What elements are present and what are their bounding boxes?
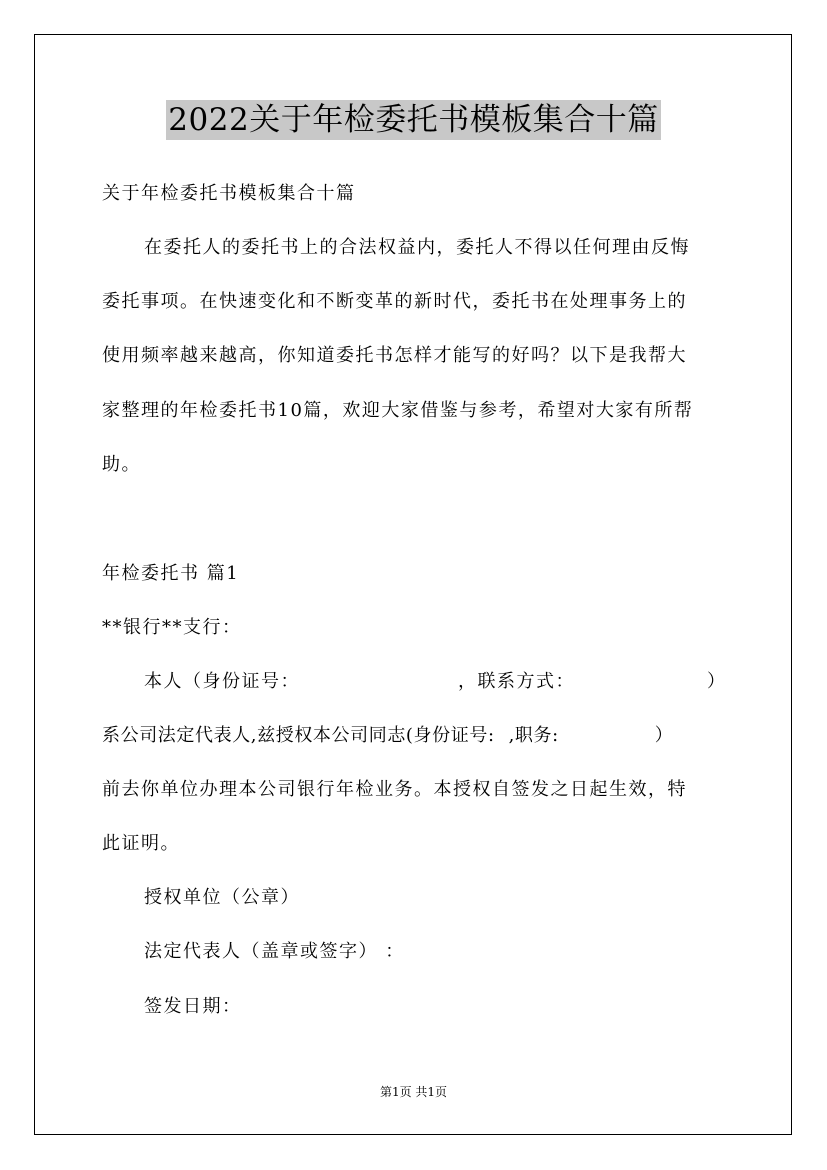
document-subtitle: 关于年检委托书模板集合十篇 (102, 183, 356, 204)
title-container (0, 100, 827, 140)
body-line-2-auth-label: 系公司法定代表人,兹授权本公司同志(身份证号: (102, 725, 495, 746)
document-title: 2022关于年检委托书模板集合十篇 (168, 102, 659, 138)
sign-date: 签发日期： (144, 996, 242, 1017)
body-line-1-close: ） (707, 671, 727, 692)
sign-unit: 授权单位（公章） (144, 887, 300, 908)
page-footer: 第1页 共1页 (379, 1085, 448, 1099)
body-line-2-close: ） (654, 725, 674, 746)
intro-line-5: 助。 (102, 454, 141, 475)
addressee: **银行**支行： (102, 617, 242, 638)
sign-representative: 法定代表人（盖章或签字） ： (144, 941, 405, 962)
body-line-4: 此证明。 (102, 833, 180, 854)
intro-line-4: 家整理的年检委托书10篇，欢迎大家借鉴与参考，希望对大家有所帮 (102, 400, 694, 421)
section-heading: 年检委托书 篇1 (102, 563, 240, 584)
intro-line-1: 在委托人的委托书上的合法权益内，委托人不得以任何理由反悔 (144, 237, 690, 258)
body-line-1-id-label: 本人（身份证号： (144, 671, 300, 692)
body-line-1-contact-label: ，联系方式： (458, 671, 575, 692)
body-line-2 (102, 724, 673, 748)
body-line-3: 前去你单位办理本公司银行年检业务。本授权自签发之日起生效，特 (102, 779, 687, 800)
body-line-1 (144, 670, 727, 694)
intro-line-3: 使用频率越来越高，你知道委托书怎样才能写的好吗？以下是我帮大 (102, 345, 687, 366)
body-line-2-position-label: ,职务: (508, 725, 559, 746)
intro-line-2: 委托事项。在快速变化和不断变革的新时代，委托书在处理事务上的 (102, 291, 687, 312)
